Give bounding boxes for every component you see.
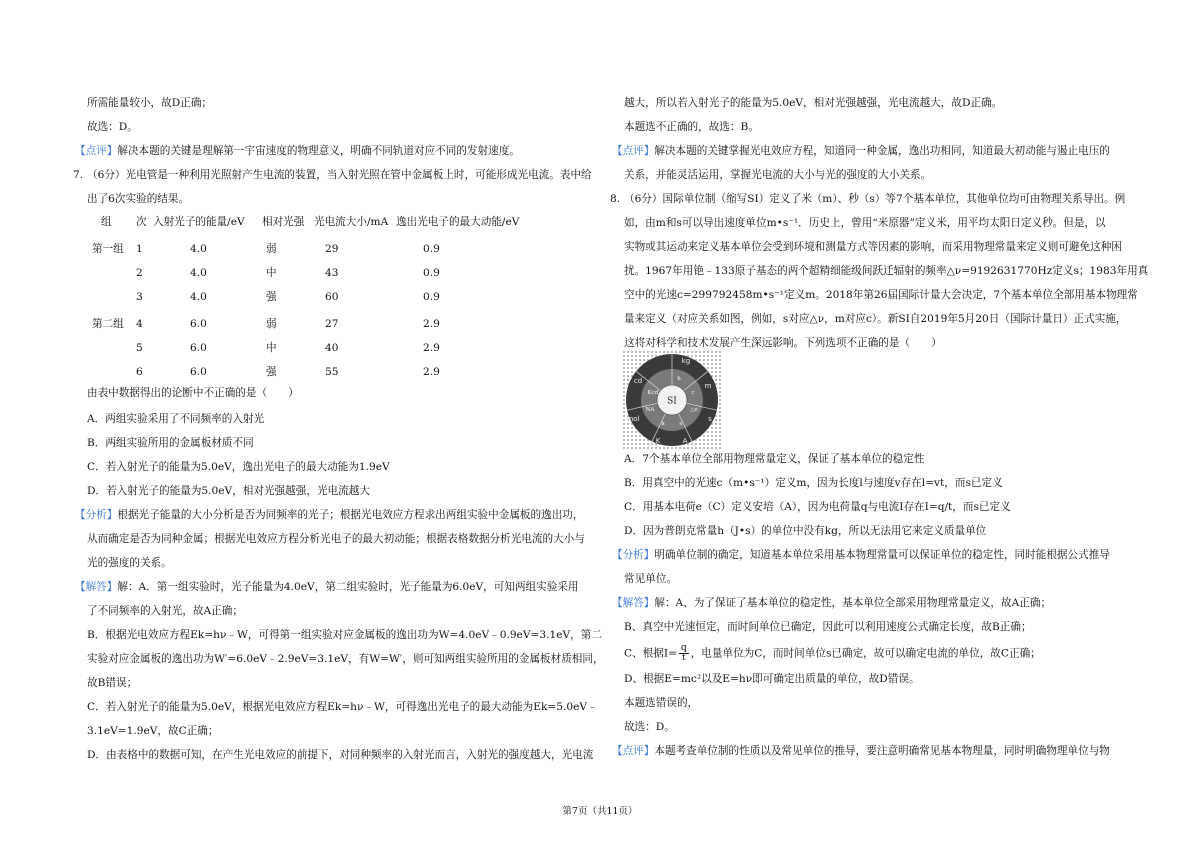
table-cell: 中 xyxy=(266,267,277,279)
table-cell: 1 xyxy=(136,243,143,255)
table-cell: 强 xyxy=(266,291,277,303)
table-cell: 中 xyxy=(266,342,277,354)
right-column xyxy=(600,0,1200,800)
answer-line xyxy=(612,596,1051,610)
table-cell: 43 xyxy=(325,267,339,279)
question-number: 7. xyxy=(73,169,84,181)
analysis-line xyxy=(75,508,584,522)
answer-text: 解：A．第一组实验时，光子能量为4.0eV，第二组实验时，光子能量为6.0eV，可知两组实验采用 xyxy=(117,581,579,593)
question-text: 空中的光速c=299792458m•s⁻¹定义m。2018年第26届国际计量大会决定，7个基本单位全部用基本物理常 xyxy=(624,289,1138,301)
answer-line-with-fraction xyxy=(624,644,1041,663)
option-c: C．若入射光子的能量为5.0eV，逸出光电子的最大动能为1.9eV xyxy=(87,461,390,473)
constant-na-label: NA xyxy=(645,407,655,413)
table-cell: 55 xyxy=(325,366,339,378)
analysis-line xyxy=(612,548,1110,562)
table-cell: 第一组 xyxy=(92,243,124,255)
table-cell: 5 xyxy=(136,342,143,354)
analysis-text: 根据光子能量的大小分析是否为同频率的光子；根据光电效应方程求出两组实验中金属板的逸出功， xyxy=(117,509,584,521)
table-cell: 4.0 xyxy=(190,267,207,279)
option-d: D．因为普朗克常量h（J•s）的单位中没有kg，所以无法用它来定义质量单位 xyxy=(624,525,987,537)
unit-s-label: s xyxy=(708,415,712,423)
fraction xyxy=(679,644,689,663)
option-a: A．两组实验采用了不同频率的入射光 xyxy=(87,413,265,425)
answer-line: 故B错误； xyxy=(87,677,138,689)
answer-text: C、根据I= xyxy=(624,647,677,660)
answer-line: B．根据光电效应方程Ek=hν﹣W，可得第一组实验对应金属板的逸出功为W=4.0eV﹣0.9eV=3.1eV，第二 xyxy=(87,629,602,641)
analysis-tag: 【分析】 xyxy=(75,509,118,521)
answer-line: C．若入射光子的能量为5.0eV，根据光电效应方程Ek=hν﹣W，可得逸出光电子的最大动能为Ek=5.0eV﹣ xyxy=(87,701,598,713)
answer-text: 解：A、为了保证了基本单位的稳定性，基本单位全部采用物理常量定义，故A正确； xyxy=(654,597,1052,609)
table-cell: 6.0 xyxy=(190,366,207,378)
question-prompt: 由表中数据得出的论断中不正确的是（ ） xyxy=(87,387,299,399)
fraction-denominator: t xyxy=(682,653,686,663)
constant-h-label: h xyxy=(677,376,681,382)
answer-tag: 【解答】 xyxy=(612,597,655,609)
constant-delta-nu-label: △ν xyxy=(690,407,698,413)
option-b: B．两组实验所用的金属板材质不同 xyxy=(87,437,254,449)
table-cell: 0.9 xyxy=(423,243,440,255)
table-cell: 60 xyxy=(325,291,339,303)
table-cell: 6.0 xyxy=(190,318,207,330)
constant-c-label: c xyxy=(691,390,695,396)
table-header: 入射光子的能量/eV xyxy=(153,216,245,228)
constant-k-label: k xyxy=(661,421,665,427)
question-text: （6分）国际单位制（缩写SI）定义了米（m）、秒（s）等7个基本单位，其他单位均可由物理关系导出。例 xyxy=(624,193,1126,205)
unit-k-label: K xyxy=(655,437,661,445)
comment-tag: 【点评】 xyxy=(75,145,118,157)
text-line: 关系，并能灵活运用，掌握光电流的大小与光的强度的大小关系。 xyxy=(624,169,932,181)
table-cell: 40 xyxy=(325,342,339,354)
comment-text: 解决本题的关键掌握光电效应方程，知道同一种金属，逸出功相同，知道最大初动能与遏止电压的 xyxy=(654,145,1110,157)
comment-tag: 【点评】 xyxy=(612,745,655,757)
page-footer: 第7页（共11页） xyxy=(562,806,638,817)
table-cell: 6.0 xyxy=(190,342,207,354)
table-cell: 4.0 xyxy=(190,291,207,303)
table-cell: 27 xyxy=(325,318,339,330)
left-column xyxy=(0,0,604,800)
table-cell: 3 xyxy=(136,291,143,303)
comment-tag: 【点评】 xyxy=(612,145,655,157)
option-d: D．若入射光子的能量为5.0eV，相对光强越强，光电流越大 xyxy=(87,485,370,497)
unit-m-label: m xyxy=(704,382,712,390)
answer-line: 本题选错误的， xyxy=(624,697,699,709)
comment-line xyxy=(75,144,520,158)
table-cell: 2.9 xyxy=(423,318,440,330)
table-header: 相对光强 xyxy=(262,216,305,228)
question-text: 实物或其运动来定义基本单位会受到环境和测量方式等因素的影响，而采用物理常量来定义则可避免这种困 xyxy=(624,241,1122,253)
answer-line: 了不同频率的入射光，故A正确； xyxy=(87,605,243,617)
question-text: 扰。1967年用铯﹣133原子基态的两个超精细能级间跃迁辐射的频率△ν=9192631770Hz定义s；1983年用真 xyxy=(624,265,1149,277)
table-cell: 0.9 xyxy=(423,291,440,303)
table-cell: 2.9 xyxy=(423,342,440,354)
unit-kg-label: kg xyxy=(681,357,691,365)
analysis-line: 从而确定是否为同种金属；根据光电效应方程分析光电子的最大初动能；根据表格数据分析光电流的大小与 xyxy=(87,533,585,545)
analysis-tag: 【分析】 xyxy=(612,549,655,561)
table-cell: 2.9 xyxy=(423,366,440,378)
answer-line: D．由表格中的数据可知，在产生光电效应的前提下，对同种频率的入射光而言，入射光的强度越大，光电流 xyxy=(87,749,594,761)
table-cell: 29 xyxy=(325,243,339,255)
question-text: 这将对科学和技术发展产生深远影响。下列选项不正确的是（ ） xyxy=(624,337,942,349)
answer-tag: 【解答】 xyxy=(75,581,118,593)
answer-line: 故选：D。 xyxy=(624,721,675,733)
fraction-numerator: q xyxy=(680,643,687,653)
option-a: A．7个基本单位全部用物理常量定义，保证了基本单位的稳定性 xyxy=(624,453,925,465)
comment-text: 解决本题的关键是理解第一宇宙速度的物理意义，明确不同轨道对应不同的发射速度。 xyxy=(117,145,520,157)
center-label: SI xyxy=(667,396,677,407)
comment-line xyxy=(612,744,1110,758)
table-cell: 4.0 xyxy=(190,243,207,255)
comment-line xyxy=(612,144,1110,158)
constant-e-label: e xyxy=(679,421,683,427)
unit-mol-label: mol xyxy=(626,415,640,423)
table-cell: 4 xyxy=(136,318,143,330)
text-line: 所需能量较小，故D正确； xyxy=(87,97,213,109)
unit-a-label: A xyxy=(682,437,688,445)
text-line: 本题选不正确的，故选：B。 xyxy=(624,121,759,133)
answer-line: 实验对应金属板的逸出功为W′=6.0eV﹣2.9eV=3.1eV，有W=W′，则可知两组实验所用的金属板材质相同， xyxy=(87,653,604,665)
answer-line xyxy=(75,580,579,594)
question-text: 量来定义（对应关系如图，例如，s对应△ν，m对应c）。新SI自2019年5月20日（国际计量日）正式实施， xyxy=(624,313,1127,325)
answer-line: B、真空中光速恒定，而时间单位已确定，因此可以利用速度公式确定长度，故B正确； xyxy=(624,621,1032,633)
table-cell: 弱 xyxy=(266,318,277,330)
analysis-line: 常见单位。 xyxy=(624,573,677,585)
si-units-diagram xyxy=(622,350,722,450)
table-header: 组 xyxy=(101,216,112,228)
table-header: 光电流大小/mA xyxy=(314,216,389,228)
constant-kcd-label: Kcd xyxy=(647,390,659,396)
table-header: 次 xyxy=(136,216,147,228)
analysis-text: 明确单位制的确定，知道基本单位采用基本物理常量可以保证单位的稳定性，同时能根据公式推导 xyxy=(654,549,1110,561)
table-header: 逸出光电子的最大动能/eV xyxy=(396,216,520,228)
table-cell: 弱 xyxy=(266,243,277,255)
text-line: 越大，所以若入射光子的能量为5.0eV，相对光强越强，光电流越大，故D正确。 xyxy=(624,97,1003,109)
question-text: 出了6次实验的结果。 xyxy=(87,193,190,205)
option-b: B．用真空中的光速c（m•s⁻¹）定义m，因为长度l与速度v存在l=vt，而s已定义 xyxy=(624,477,1003,489)
question-number: 8. xyxy=(610,193,621,205)
table-cell: 0.9 xyxy=(423,267,440,279)
text-line: 故选：D。 xyxy=(87,121,138,133)
question-text: 如，由m和s可以导出速度单位m•s⁻¹．历史上，曾用“米原器”定义米，用平均太阳日定义秒。但是，以 xyxy=(624,217,1106,229)
option-c: C．用基本电荷e（C）定义安培（A），因为电荷量q与电流I存在I=q/t，而s已定义 xyxy=(624,501,1011,513)
table-cell: 6 xyxy=(136,366,143,378)
answer-text: ，电量单位为C，而时间单位s已确定，故可以确定电流的单位，故C正确； xyxy=(690,647,1041,660)
table-cell: 第二组 xyxy=(92,318,124,330)
answer-line: 3.1eV=1.9eV，故C正确； xyxy=(87,725,219,737)
question-text: （6分）光电管是一种利用光照射产生电流的装置，当入射光照在管中金属板上时，可能形成光电流。表中给 xyxy=(87,169,592,181)
table-cell: 2 xyxy=(136,267,143,279)
unit-cd-label: cd xyxy=(633,377,643,385)
table-cell: 强 xyxy=(266,366,277,378)
answer-line: D、根据E=mc²以及E=hν即可确定出质量的单位，故D错误。 xyxy=(624,673,920,685)
analysis-line: 光的强度的关系。 xyxy=(87,557,172,569)
comment-text: 本题考查单位制的性质以及常见单位的推导，要注意明确常见基本物理量，同时明确物理单位与物 xyxy=(654,745,1110,757)
